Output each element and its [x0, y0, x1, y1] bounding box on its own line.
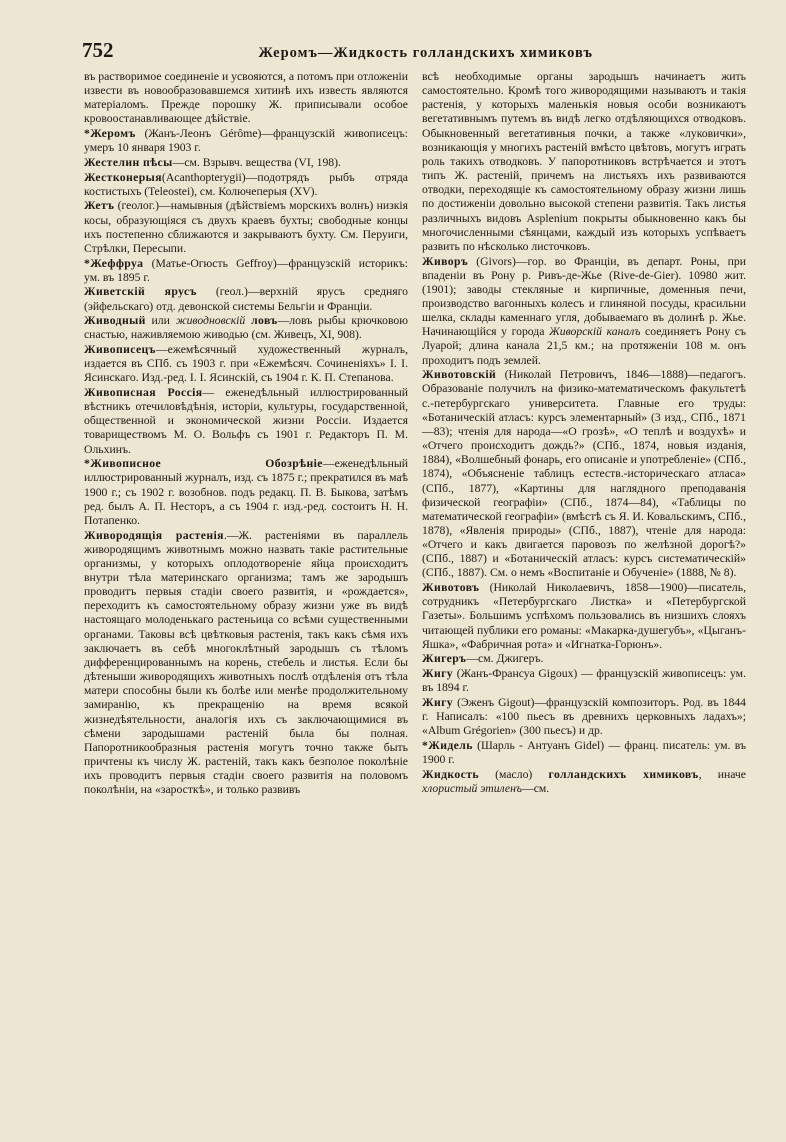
article-text: (Матье-Огюсть Geffroy)—французскій историкъ: ум. въ 1895 г.	[84, 256, 409, 284]
article-text: .—Ж. растеніями въ параллель живородящимъ животнымъ можно назвать такіе растительные организмы, у которыхъ оплодотвореніе яйца происходитъ внутри тѣла материнскаго организма; тамъ же зародышъ проводитъ первыя стадіи своего развитія, и «рождается», переходитъ къ самостоятельному образу жизни уже въ видѣ настоящаго молоденькаго растеньица со всѣми существенными органами. Таковы всѣ цвѣтковыя растенія, такъ какъ сѣмя ихъ заключаетъ въ себѣ многоклѣтный зародышъ съ тѣломъ дифференцированнымъ на корень, стебель и листья. Если бы дѣтеныши живородящихъ животныхъ послѣ отдѣленія отъ тѣла матери способны были къ болѣе или менѣе продолжительному замиранію, къ прекращенію на время всякой жизнедѣятельности, аналогія ихъ съ заключающимися въ сѣмени зародышами растеній была бы полная. Папоротникообразныя растенія могутъ точно также быть причтены къ числу Ж. растеній, такъ какъ безполое поколѣніе ихъ проводитъ первыя стадіи своего развитія на половомъ поколѣніи, на «заросткѣ», и только развивъ	[84, 528, 408, 797]
page-header	[82, 38, 720, 62]
article-text: —см. Джигеръ.	[466, 652, 544, 666]
entry-headword: Жестелин пѣсы	[84, 155, 173, 169]
article-entry	[422, 768, 746, 796]
entry-headword: Живетскій ярусъ	[84, 285, 197, 299]
article-text: —см. Взрывч. вещества (VI, 198).	[172, 155, 341, 169]
article-text: или	[151, 314, 170, 328]
entry-headword: Живописецъ	[84, 342, 156, 356]
article-entry	[422, 368, 746, 580]
entry-headword: Живоръ	[422, 254, 469, 268]
article-italic: живодновскій	[175, 314, 246, 328]
article-entry	[84, 171, 408, 199]
article-entry	[422, 652, 746, 666]
left-column	[84, 70, 408, 797]
entry-headword: *Жеромъ	[84, 127, 136, 141]
article-entry	[84, 285, 408, 313]
article-entry	[84, 529, 408, 798]
article-entry	[84, 199, 408, 256]
entry-headword: *Жеффруа	[84, 256, 144, 270]
article-continuation	[84, 70, 408, 127]
entry-headword: Живописная Россія	[84, 385, 203, 399]
article-text: (Николай Николаевичъ, 1858—1900)—писатель, сотрудникъ «Петербургскаго Листка» и «Петербургской Газеты». Большимъ успѣхомъ пользовались въ низшихъ слояхъ читающей публики его романы: «Макарка-душегубъ», «Цыганъ-Яшка», «Фабричная рота» и «Игнатка-Горюнъ».	[422, 581, 746, 651]
article-text: (Шарль - Антуанъ Gidel) — франц. писатель: ум. въ 1900 г.	[422, 738, 746, 766]
article-italic: Живорскій каналъ	[549, 325, 641, 339]
article-text: (геолог.)—намывныя (дѣйствіемъ морскихъ волнъ) низкія косы, образующіяся съ двухъ краевъ бухты; свободные концы ихъ постепенно сближаются и закрываютъ бухту. См. Перуиги, Стрѣлки, Пересыпи.	[84, 199, 409, 255]
article-entry	[84, 314, 408, 342]
article-italic: хлористый этиленъ	[422, 781, 522, 795]
article-entry	[84, 127, 408, 155]
article-text: въ растворимое соединеніе и усвояются, а потомъ при отложеніи извести въ новообразовавшемся хитинѣ ихъ известь являются матеріаломъ. Прежде порошку Ж. приписывали особое кровоостанавливающее дѣйствіе.	[84, 70, 408, 126]
article-continuation	[422, 70, 746, 254]
article-entry	[422, 739, 746, 767]
article-text: —ежемѣсячный художественный журналъ, издается въ СПб. съ 1903 г. при «Ежемѣсяч. Сочиненіяхъ» І. І. Ясинскаго. Изд.-ред. І. І. Ясинскій, съ 1904 г. К. П. Степанова.	[84, 342, 408, 385]
article-entry	[84, 386, 408, 457]
entry-headword: Животовскій	[422, 368, 497, 382]
article-text: (Givors)—гор. во Франціи, въ департ. Роны, при впаденіи въ Рону р. Ривъ-де-Жье (Rive-de-Gier). 10980 жит. (1901); заводы стекляные и кирпичные, доменныя печи, производство вагонныхъ колесъ и глиняной посуды, красильни шелка, склады каменнаго угля, добываемаго въ долинѣ р. Жье. Начинающійся у города	[422, 254, 747, 339]
entry-headword: *Жидель	[422, 738, 473, 752]
article-text: (Николай Петровичъ, 1846—1888)—педагогъ. Образованіе получилъ на физико-математическомъ факультетѣ с.-петербургскаго университета. Главные его труды: «Ботаническій атласъ: курсъ элементарный» (3 изд., СПб., 1871—83); чтенія для народа—«О грозѣ», «О теплѣ и воздухѣ» и «Отчего происходитъ дождь?» (СПб., 1874, новыя изданія, 1884), «Волшебный фонарь, его описаніе и употребленіе» (СПб., 1874), «Объясненіе таблицъ естеств.-историческаго атласа» (СПб., 1877), «Картины для наглядного преподаванія физической географіи» (СПб., 1874—84), «Таблицы по математической географіи» (вмѣстѣ съ Я. И. Ковальскимъ, СПб., 1878), «Явленія природы» (СПб., 1887), чтеніе для народа: «Отчего и какъ двигается паровозъ по желѣзной дорогѣ?» (СПб., 1887) и «Ботаническій атласъ: курсъ систематическій» (СПб., 1887). См. о немъ «Воспитаніе и Обученіе» (1888, № 8).	[422, 368, 746, 580]
article-text: всѣ необходимые органы зародышъ начинаетъ жить самостоятельно. Кромѣ того живородящими называютъ и такія растенія, у которыхъ маленькія новыя особи возникаютъ вегетативнымъ путемъ въ видѣ легко отдѣляющихся отводковъ. Обыкновенный вегетативныя почки, а также «луковички», возникающія у многихъ растеній вмѣсто цвѣтовъ, могутъ играть роль такихъ отводковъ. У папоротниковъ встрѣчается и этотъ типъ Ж. растеній, причемъ на листьяхъ ихъ развиваются отводки, переходящіе къ самостоятельному образу жизни лишь по достиженіи довольно высокой степени развитія. Такъ листья различныхъ видовъ Asplenium покрыты обыкновенно какъ бы многочисленными сѣянцами, каждый изъ которыхъ успѣваетъ развить по нѣсколько листочковъ.	[422, 70, 746, 253]
article-text: (Жанъ-Леонъ Gérôme)—французскій живописецъ: умеръ 10 января 1903 г.	[84, 127, 408, 155]
article-entry	[422, 696, 746, 738]
entry-headword: Жигеръ	[422, 652, 467, 666]
article-entry	[84, 343, 408, 385]
article-entry	[422, 581, 746, 652]
article-entry	[422, 255, 746, 368]
entry-headword: Живородящія растенія	[84, 528, 224, 542]
article-entry	[422, 667, 746, 695]
entry-headword: *Живописное Обозрѣніе	[84, 457, 323, 471]
entry-headword: Жетъ	[84, 199, 115, 213]
article-text: —ловъ рыбы крючковою снастью, наживляемою живодью (см. Живецъ, XI, 908).	[84, 314, 408, 342]
page-number: 752	[82, 38, 114, 62]
entry-headword: Живодный	[84, 314, 146, 328]
article-text: (Жанъ-Франсуа Gigoux) — французскій живописецъ: ум. въ 1894 г.	[422, 667, 747, 695]
running-title: Жеромъ—Жидкость голландскихъ химиковъ	[258, 45, 593, 61]
entry-headword: Животовъ	[422, 581, 480, 595]
entry-headword: голландскихъ химиковъ	[548, 767, 699, 781]
entry-headword: Жестконерыя	[84, 170, 162, 184]
article-text: —еженедѣльный иллюстрированный журналъ, изд. съ 1875 г.; прекратился въ маѣ 1900 г.; съ 1902 г. возобнов. подъ редакц. П. В. Быкова, затѣмъ ред. былъ А. П. Несторъ, а съ 1904 г. изд.-ред. состоитъ Н. Н. Потапенко.	[84, 457, 408, 527]
article-entry	[84, 257, 408, 285]
article-text: , иначе	[698, 767, 746, 781]
entry-headword: ловъ	[251, 314, 278, 328]
article-entry	[84, 457, 408, 528]
article-text: (Эженъ Gigout)—французскій композиторъ. Род. въ 1844 г. Написалъ: «100 пьесъ въ древнихъ церковныхъ ладахъ»; «Album Grégorien» (300 пьесъ) и др.	[422, 695, 746, 738]
entry-headword: Жигу	[422, 667, 454, 681]
article-entry	[84, 156, 408, 170]
right-column	[422, 70, 746, 796]
article-text: (геол.)—верхній ярусъ средняго (эйфельскаго) отд. девонской системы Бельгіи и Франціи.	[84, 285, 408, 313]
article-text: —см.	[522, 781, 550, 795]
article-text: соединяетъ Рону съ Луарой; длина канала 21,5 км.; на протяженіи 108 м. онъ проходитъ подъ землей.	[422, 325, 747, 367]
article-text: — еженедѣльный иллюстрированный вѣстникъ отечиловѣдѣнія, исторіи, культуры, государственной, общественной и экономической жизни Россіи. Издается товариществомъ М. О. Вольфъ съ 1901 г. Редакторъ П. М. Ольхинъ.	[84, 385, 408, 456]
article-text: (Acanthopterygii)—подотрядъ рыбъ отряда костистыхъ (Teleostei), см. Колючеперыя (XV).	[84, 170, 408, 198]
entry-headword: Жигу	[422, 695, 454, 709]
article-text: (масло)	[495, 767, 533, 781]
entry-headword: Жидкость	[422, 767, 479, 781]
